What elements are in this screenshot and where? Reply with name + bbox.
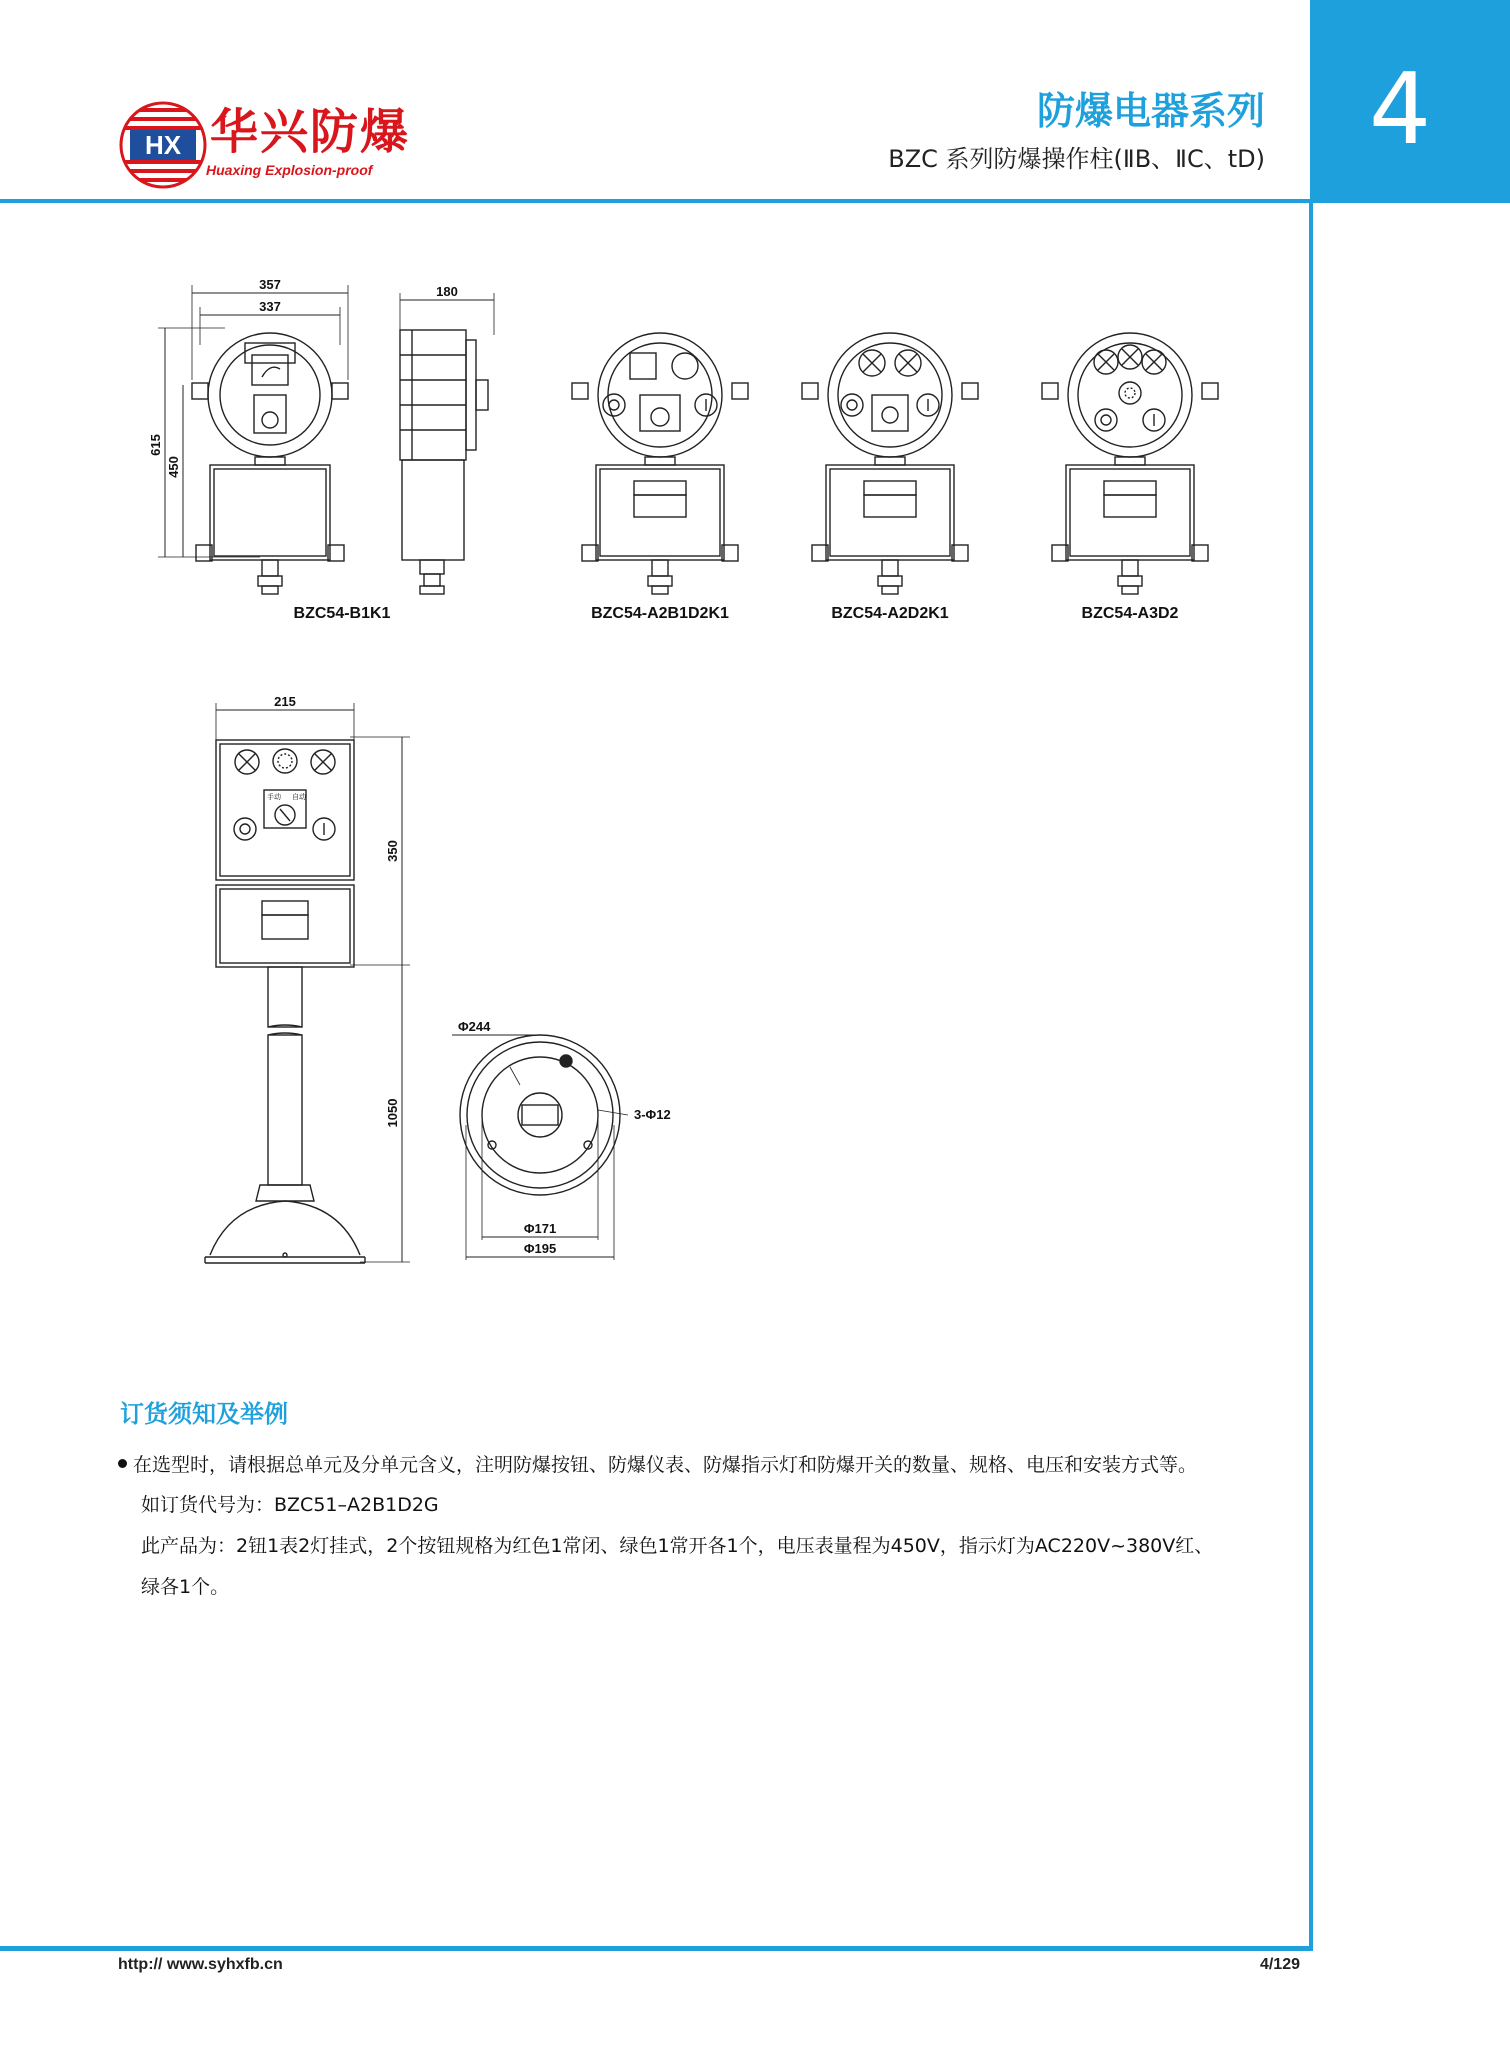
dim-outer-dia: Φ195 (523, 1241, 557, 1256)
ordering-line-3: 此产品为：2钮1表2灯挂式，2个按钮规格为红色1常闭、绿色1常开各1个，电压表量程为450V，指示灯为AC220V~380V红、 (141, 1535, 1214, 1557)
panel-label-auto: 自动 (292, 794, 306, 801)
side-rule (1309, 199, 1313, 1949)
dim-pole-height: 1050 (385, 1098, 400, 1128)
dim-flange: Φ244 (458, 1019, 491, 1034)
dim-depth: 180 (436, 284, 458, 299)
dim-holes: 3-Φ12 (634, 1107, 671, 1122)
bullet-icon (118, 1459, 127, 1468)
technical-drawings (0, 205, 1300, 1305)
model-caption: BZC54-B1K1 (293, 605, 391, 622)
drawing-column-mount (205, 703, 410, 1263)
page-number: 4/129 (1259, 1956, 1300, 1973)
dim-height-total: 615 (148, 434, 163, 456)
ordering-title: 订货须知及举例 (120, 1400, 288, 1428)
drawing-side-view (400, 293, 494, 594)
ordering-line-4: 绿各1个。 (141, 1576, 230, 1598)
logo-chinese-name: 华兴防爆 (210, 104, 411, 160)
dim-inner-dia: Φ171 (523, 1221, 557, 1236)
model-caption: BZC54-A2D2K1 (831, 605, 949, 622)
ordering-line-1: 在选型时，请根据总单元及分单元含义，注明防爆按钮、防爆仪表、防爆指示灯和防爆开关的数量、规格、电压和安装方式等。 (118, 1452, 1197, 1478)
drawing-bzc54-b1k1 (158, 285, 348, 594)
footer-rule (0, 1946, 1313, 1951)
drawing-bzc54-a2b1d2k1 (572, 333, 748, 594)
footer-url: http:// www.syhxfb.cn (118, 1956, 283, 1973)
dim-box-height: 350 (385, 840, 400, 862)
model-caption: BZC54-A3D2 (1081, 605, 1179, 622)
panel-label-manual: 手动 (267, 794, 281, 801)
model-caption: BZC54-A2B1D2K1 (591, 605, 729, 622)
dim-width-inner: 337 (259, 299, 281, 314)
dim-width-outer: 357 (259, 277, 281, 292)
company-logo-icon (118, 100, 208, 190)
drawing-bzc54-a2d2k1 (802, 333, 978, 594)
series-title: 防爆电器系列 (1036, 89, 1265, 133)
ordering-line-2: 如订货代号为：BZC51–A2B1D2G (141, 1494, 439, 1516)
chapter-number: 4 (1368, 53, 1432, 167)
dim-height-inner: 450 (166, 456, 181, 478)
series-subtitle: BZC 系列防爆操作柱(ⅡB、ⅡC、tD) (888, 145, 1265, 173)
dim-column-width: 215 (274, 694, 296, 709)
logo-english-name: Huaxing Explosion-proof (206, 162, 373, 178)
header-rule (0, 199, 1310, 203)
svg-text:HX: HX (144, 130, 182, 160)
drawing-bzc54-a3d2 (1042, 333, 1218, 594)
